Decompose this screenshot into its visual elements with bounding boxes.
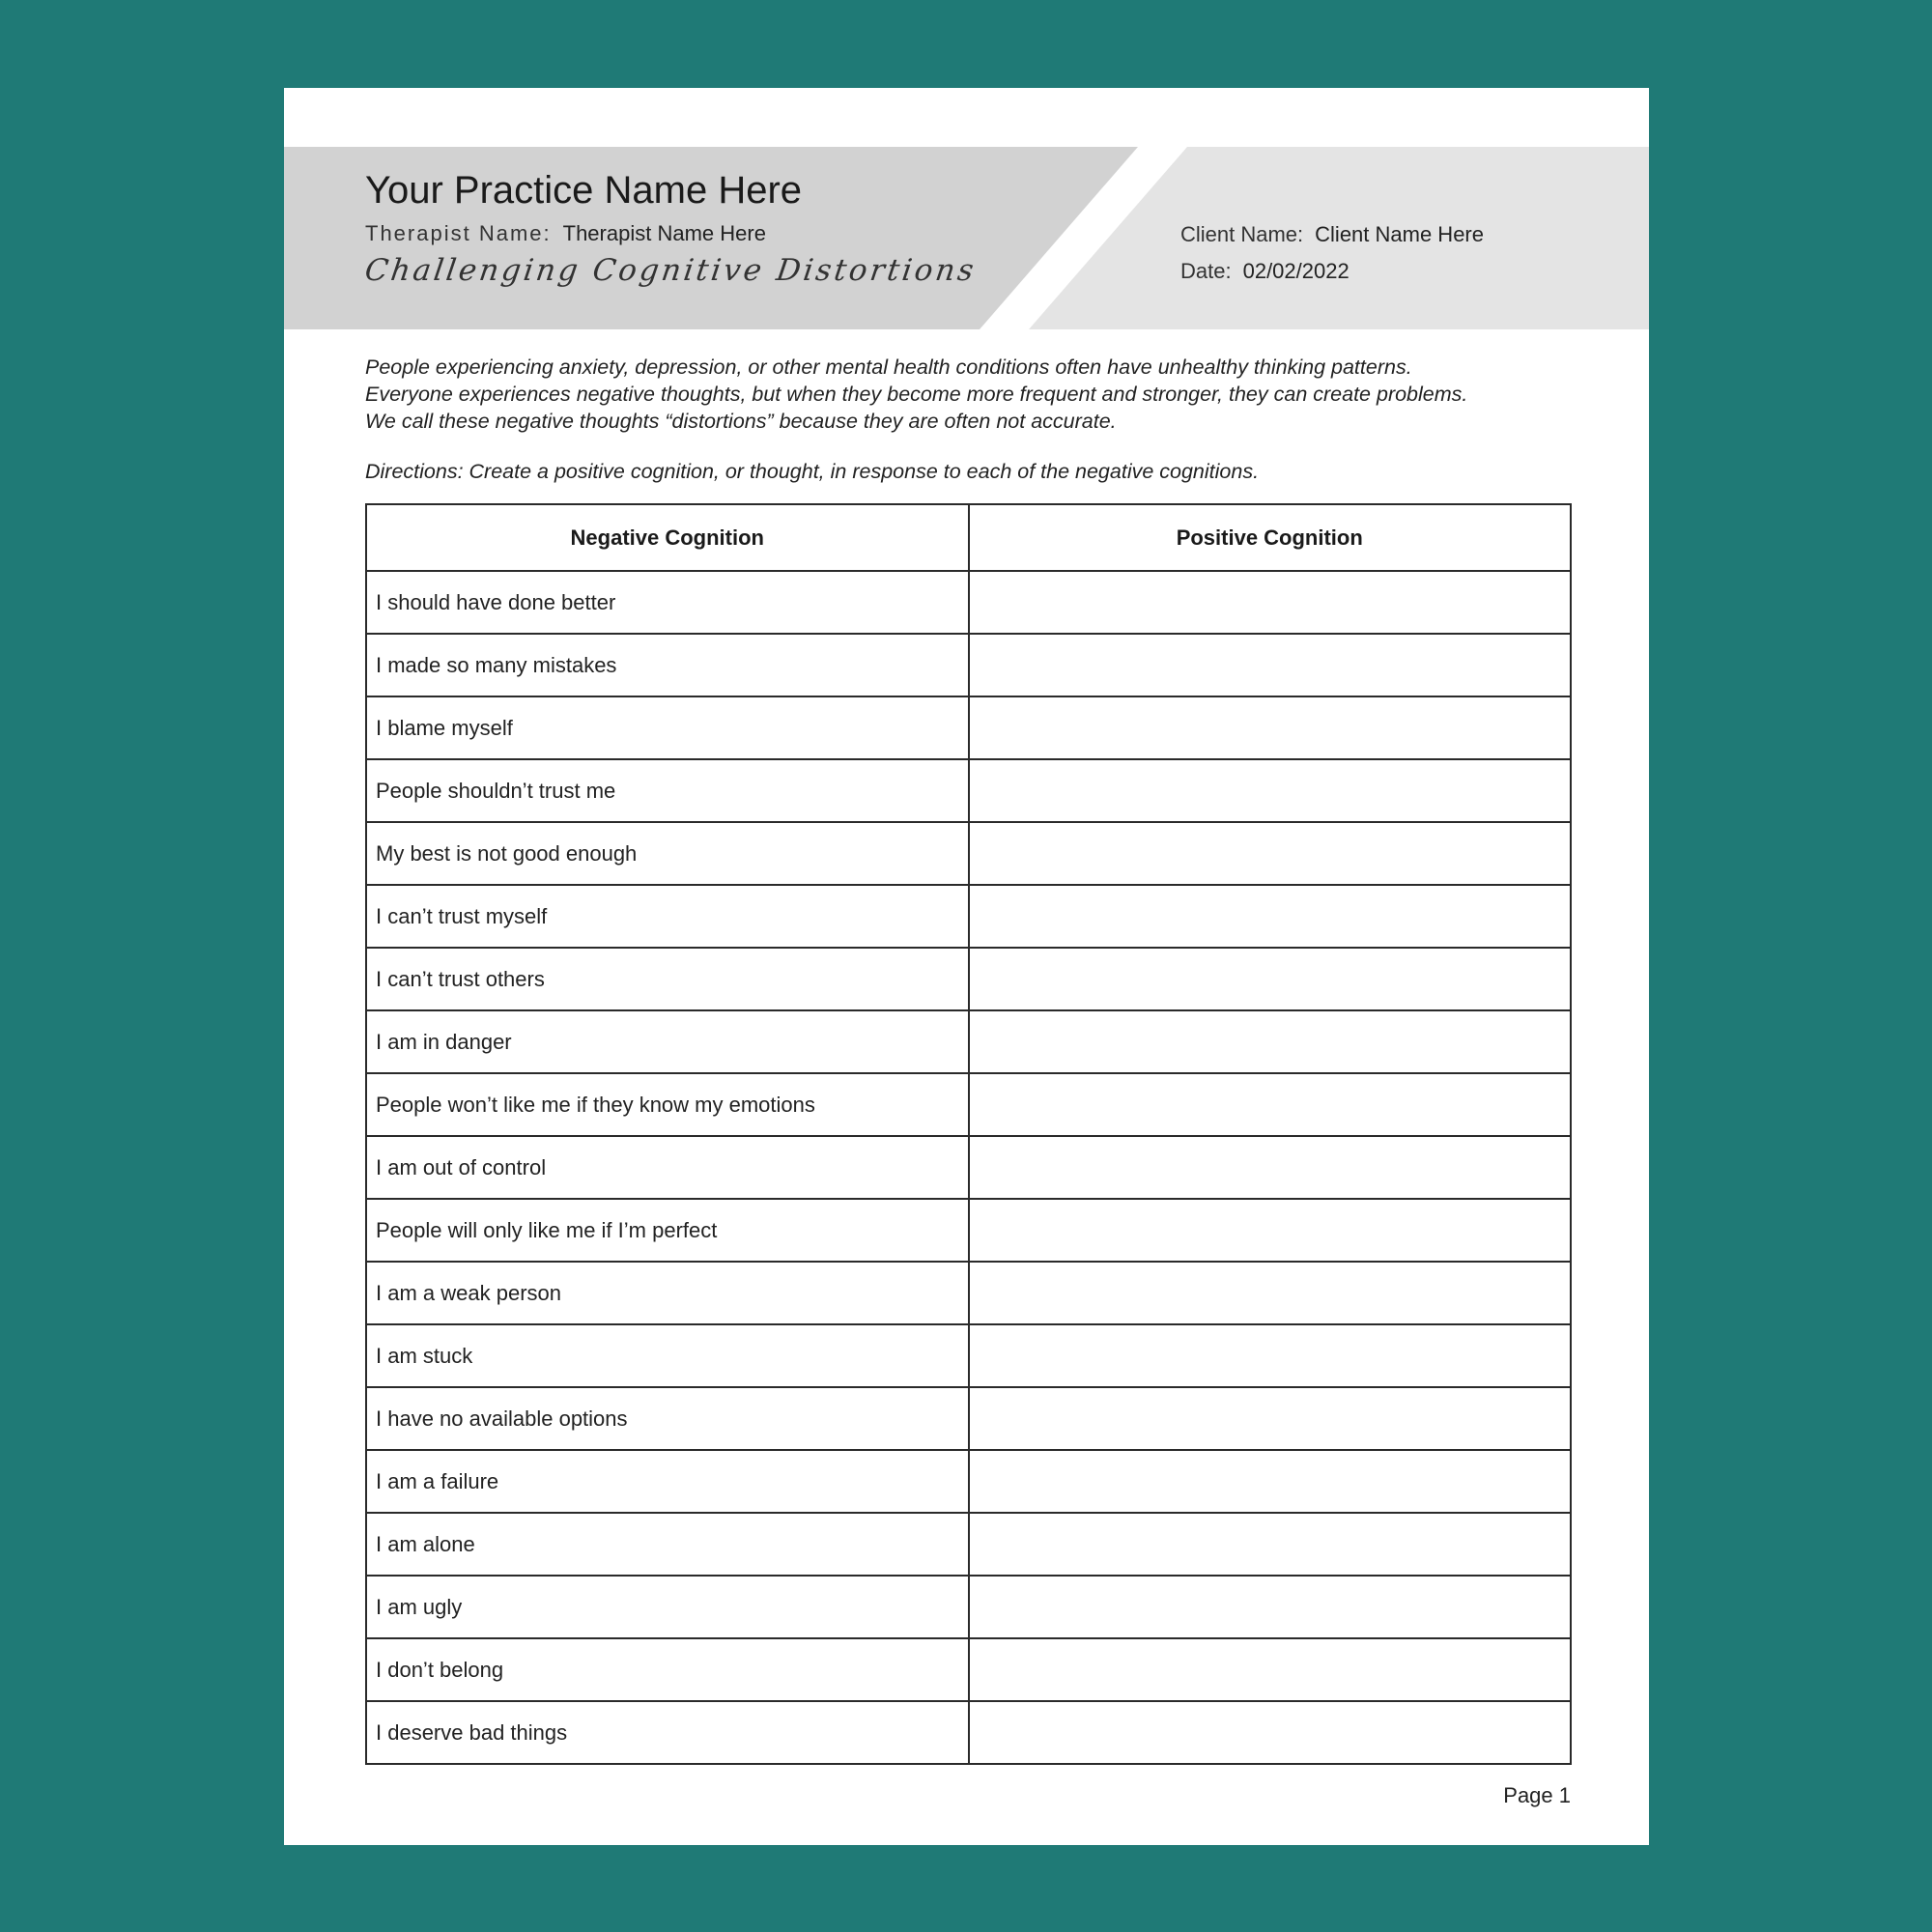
intro-line: We call these negative thoughts “distortions” because they are often not accurate. (365, 410, 1117, 433)
positive-cognition-cell[interactable] (969, 1136, 1572, 1199)
intro-line: People experiencing anxiety, depression, or other mental health conditions often have unhealthy thinking patterns. (365, 355, 1412, 379)
positive-cognition-cell[interactable] (969, 1387, 1572, 1450)
therapist-label: Therapist Name: (365, 221, 552, 245)
table-row (366, 1450, 1571, 1513)
negative-cognition-cell: I deserve bad things (366, 1701, 969, 1764)
table-row (366, 696, 1571, 759)
positive-cognition-cell[interactable] (969, 1073, 1572, 1136)
positive-cognition-cell[interactable] (969, 1513, 1572, 1576)
negative-cognition-cell: I am stuck (366, 1324, 969, 1387)
negative-cognition-cell: I am out of control (366, 1136, 969, 1199)
positive-cognition-cell[interactable] (969, 571, 1572, 634)
positive-cognition-cell[interactable] (969, 1262, 1572, 1324)
negative-cognition-cell: My best is not good enough (366, 822, 969, 885)
page-number: Page 1 (1503, 1783, 1571, 1807)
table-row (366, 1073, 1571, 1136)
negative-cognition-cell: I am in danger (366, 1010, 969, 1073)
client-line (1180, 222, 1484, 247)
positive-cognition-cell[interactable] (969, 759, 1572, 822)
table-row (366, 759, 1571, 822)
negative-cognition-cell: I am a weak person (366, 1262, 969, 1324)
positive-cognition-cell[interactable] (969, 1324, 1572, 1387)
positive-cognition-cell[interactable] (969, 948, 1572, 1010)
table-row (366, 822, 1571, 885)
table-row (366, 885, 1571, 948)
table-row (366, 571, 1571, 634)
therapist-line (365, 221, 766, 246)
date-line (1180, 259, 1350, 284)
negative-cognition-cell: I am ugly (366, 1576, 969, 1638)
table-row (366, 1199, 1571, 1262)
worksheet-page (284, 88, 1649, 1845)
positive-cognition-cell[interactable] (969, 1450, 1572, 1513)
negative-cognition-cell: I made so many mistakes (366, 634, 969, 696)
positive-cognition-cell[interactable] (969, 1638, 1572, 1701)
negative-cognition-cell: I am alone (366, 1513, 969, 1576)
header-positive-cognition: Positive Cognition (969, 504, 1572, 571)
positive-cognition-cell[interactable] (969, 1199, 1572, 1262)
client-name: Client Name Here (1315, 222, 1484, 246)
table-row (366, 1638, 1571, 1701)
form-title: Challenging Cognitive Distortions (362, 253, 979, 288)
table-row (366, 1387, 1571, 1450)
negative-cognition-cell: People shouldn’t trust me (366, 759, 969, 822)
table-row (366, 1576, 1571, 1638)
negative-cognition-cell: People won’t like me if they know my emotions (366, 1073, 969, 1136)
practice-name: Your Practice Name Here (365, 169, 803, 212)
negative-cognition-cell: I can’t trust others (366, 948, 969, 1010)
intro-paragraph (365, 354, 1582, 435)
table-row (366, 1513, 1571, 1576)
therapist-name: Therapist Name Here (562, 221, 766, 245)
directions-text: Directions: Create a positive cognition, or thought, in response to each of the negative cognitions. (365, 460, 1260, 483)
table-row (366, 1010, 1571, 1073)
negative-cognition-cell: I am a failure (366, 1450, 969, 1513)
table-row (366, 1262, 1571, 1324)
table-row (366, 1136, 1571, 1199)
date-value: 02/02/2022 (1242, 259, 1350, 283)
table-row (366, 634, 1571, 696)
cognition-table (365, 503, 1572, 1765)
positive-cognition-cell[interactable] (969, 1010, 1572, 1073)
positive-cognition-cell[interactable] (969, 1701, 1572, 1764)
negative-cognition-cell: I don’t belong (366, 1638, 969, 1701)
positive-cognition-cell[interactable] (969, 696, 1572, 759)
table-header-row (366, 504, 1571, 571)
positive-cognition-cell[interactable] (969, 634, 1572, 696)
negative-cognition-cell: I should have done better (366, 571, 969, 634)
date-label: Date: (1180, 259, 1232, 283)
intro-line: Everyone experiences negative thoughts, but when they become more frequent and stronger, they can create problems. (365, 383, 1468, 406)
positive-cognition-cell[interactable] (969, 885, 1572, 948)
positive-cognition-cell[interactable] (969, 822, 1572, 885)
client-label: Client Name: (1180, 222, 1304, 246)
positive-cognition-cell[interactable] (969, 1576, 1572, 1638)
negative-cognition-cell: I can’t trust myself (366, 885, 969, 948)
negative-cognition-cell: I have no available options (366, 1387, 969, 1450)
negative-cognition-cell: I blame myself (366, 696, 969, 759)
header-negative-cognition: Negative Cognition (366, 504, 969, 571)
table-row (366, 1701, 1571, 1764)
negative-cognition-cell: People will only like me if I’m perfect (366, 1199, 969, 1262)
table-row (366, 948, 1571, 1010)
table-body (366, 571, 1571, 1764)
table-row (366, 1324, 1571, 1387)
